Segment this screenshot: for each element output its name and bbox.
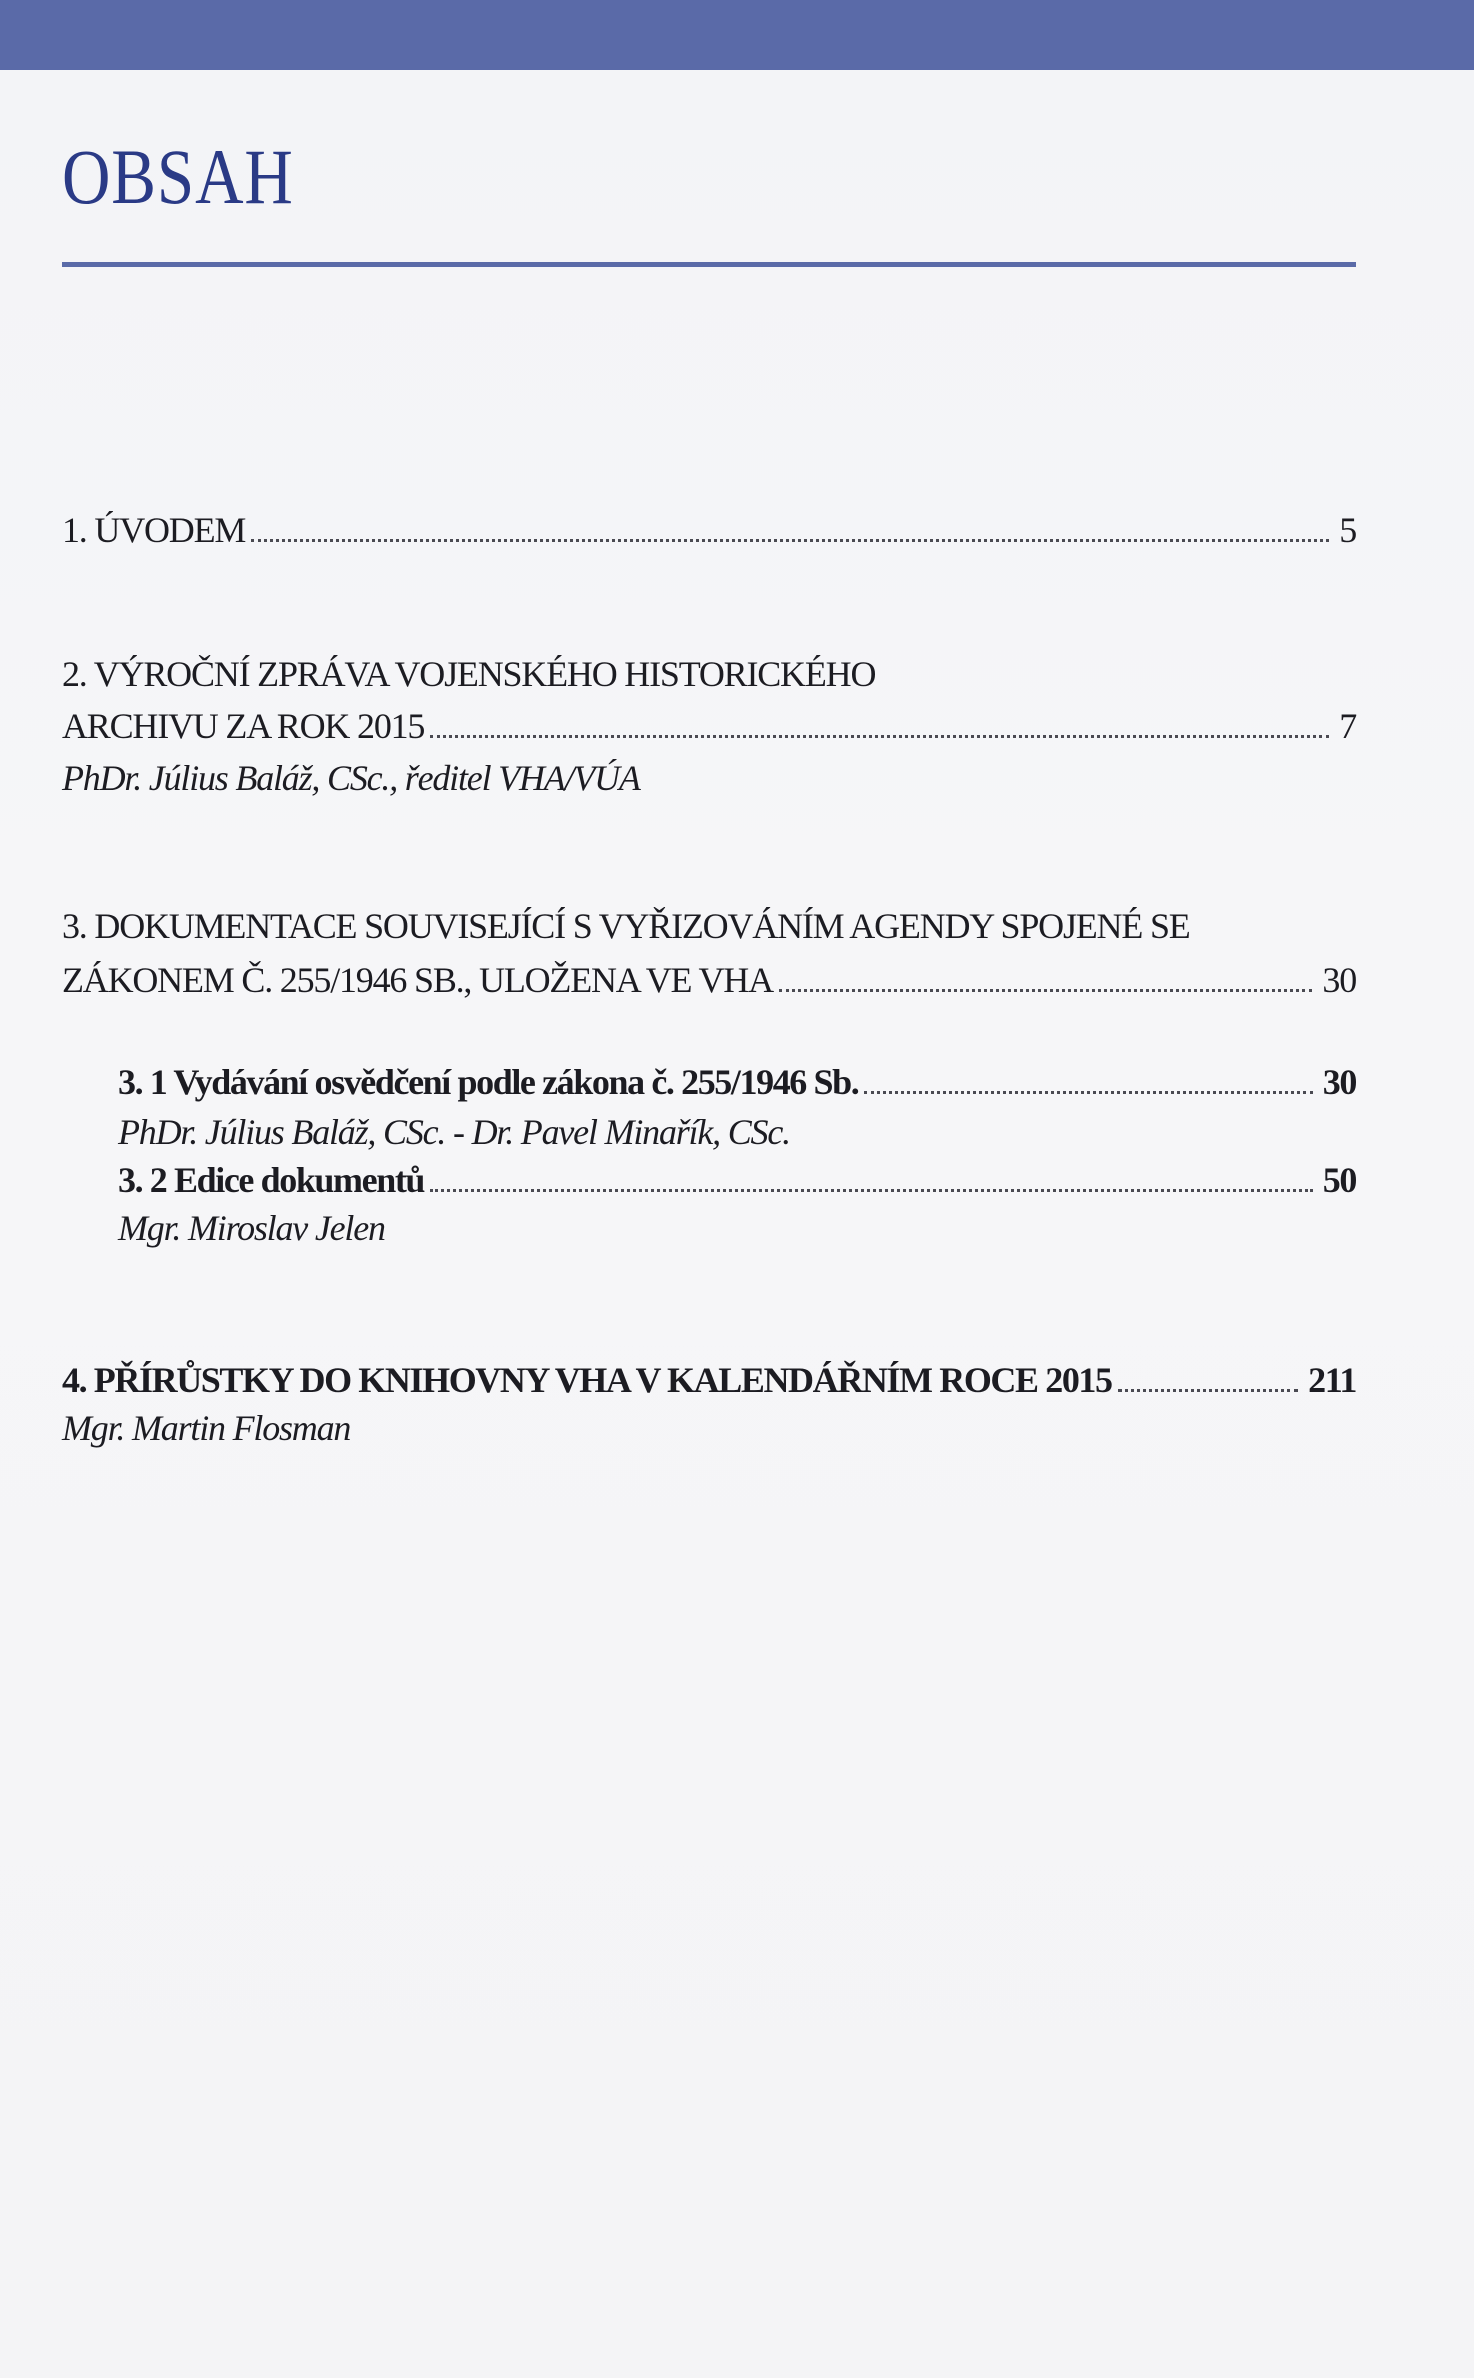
toc-entry-1 (62, 512, 1356, 549)
toc-entry-4-author: Mgr. Martin Flosman (62, 1408, 351, 1448)
toc-entry-3-2 (118, 1162, 1356, 1199)
toc-entry-4-title: 4. PŘÍRŮSTKY DO KNIHOVNY VHA V KALENDÁŘNÍM ROCE 2015 (62, 1360, 1112, 1400)
toc-entry-3-2-page: 50 (1322, 1160, 1356, 1200)
toc-entry-2-title-line1: 2. VÝROČNÍ ZPRÁVA VOJENSKÉHO HISTORICKÉHO (62, 654, 876, 694)
toc-entry-2-author: PhDr. Július Baláž, CSc., ředitel VHA/VÚA (62, 758, 640, 798)
toc-entry-3-page: 30 (1322, 960, 1356, 1000)
toc-entry-1-page: 5 (1339, 510, 1356, 550)
toc-entry-3-1-title: 3. 1 Vydávání osvědčení podle zákona č. 255/1946 Sb. (118, 1062, 859, 1102)
page-title: OBSAH (62, 133, 294, 220)
toc-entry-1-title: 1. ÚVODEM (62, 510, 246, 550)
toc-entry-4 (62, 1362, 1356, 1399)
toc-entry-3-title-line2: ZÁKONEM Č. 255/1946 SB., ULOŽENA VE VHA (62, 960, 773, 1000)
toc-entry-4-page: 211 (1308, 1360, 1356, 1400)
top-color-band (0, 0, 1474, 70)
dot-leader (1118, 1389, 1299, 1392)
dot-leader (779, 989, 1313, 992)
toc-entry-3-1-author: PhDr. Július Baláž, CSc. - Dr. Pavel Minařík, CSc. (118, 1112, 790, 1152)
dot-leader (251, 539, 1329, 542)
toc-entry-2-title-line2: ARCHIVU ZA ROK 2015 (62, 706, 425, 746)
toc-entry-3-1-page: 30 (1322, 1062, 1356, 1102)
toc-entry-2-page: 7 (1339, 706, 1356, 746)
toc-entry-3-title-line1: 3. DOKUMENTACE SOUVISEJÍCÍ S VYŘIZOVÁNÍM AGENDY SPOJENÉ SE (62, 906, 1190, 946)
toc-entry-3-2-title: 3. 2 Edice dokumentů (118, 1160, 425, 1200)
dot-leader (430, 735, 1329, 738)
toc-entry-2 (62, 708, 1356, 745)
toc-entry-3-2-author: Mgr. Miroslav Jelen (118, 1208, 385, 1248)
title-underline (62, 262, 1356, 267)
dot-leader (430, 1189, 1313, 1192)
toc-entry-3 (62, 962, 1356, 999)
toc-entry-3-1 (118, 1064, 1356, 1101)
dot-leader (864, 1091, 1312, 1094)
